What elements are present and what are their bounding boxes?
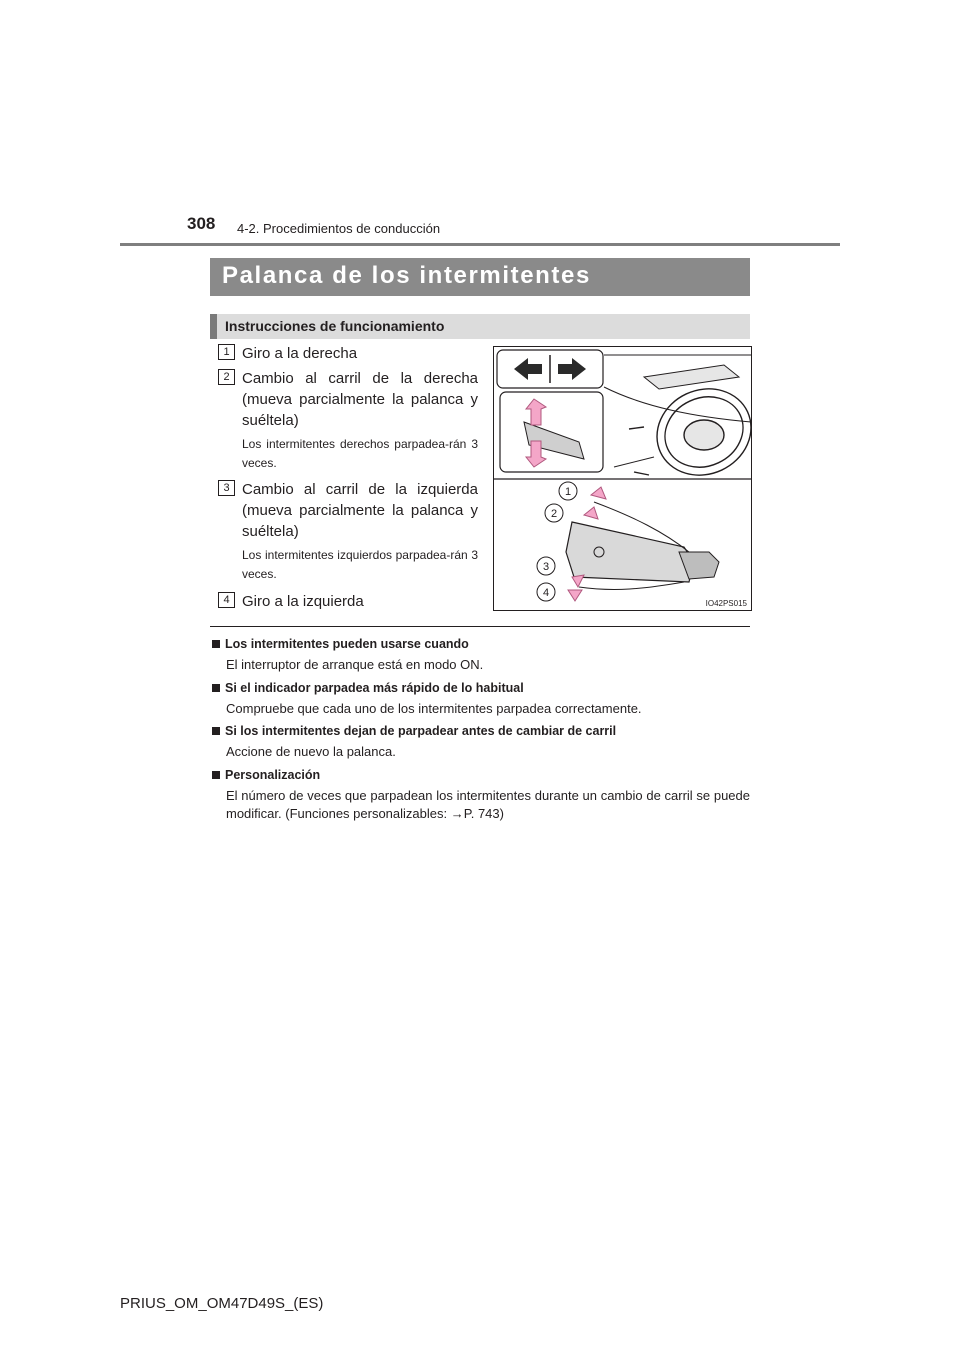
subheading-accent bbox=[210, 314, 217, 339]
page-number: 308 bbox=[187, 214, 216, 233]
callout-1: 1 bbox=[564, 486, 572, 498]
arrow-3-icon bbox=[572, 575, 584, 587]
note-2-body: Compruebe que cada uno de los intermitentes parpadea correctamente. bbox=[226, 701, 642, 716]
illustration-drawing bbox=[494, 347, 751, 610]
note-1-body: El interruptor de arranque está en modo ON. bbox=[226, 657, 484, 672]
step-2-note: Los intermitentes derechos parpadea-rán 3 veces. bbox=[242, 437, 478, 470]
step-1-text: Giro a la derecha bbox=[242, 345, 358, 362]
step-3-note: Los intermitentes izquierdos parpadea-rán 3 veces. bbox=[242, 548, 478, 581]
step-badge-4: 4 bbox=[218, 592, 235, 608]
title-bar bbox=[210, 258, 750, 296]
note-3-heading: Si los intermitentes dejan de parpadear antes de cambiar de carril bbox=[212, 724, 616, 738]
note-2-heading: Si el indicador parpadea más rápido de lo habitual bbox=[212, 681, 524, 695]
callout-4: 4 bbox=[542, 587, 550, 599]
bullet-square-icon bbox=[212, 684, 220, 692]
section-divider bbox=[210, 626, 750, 627]
step-3-text: Cambio al carril de la izquierda (mueva parcialmente la palanca y suéltela) bbox=[242, 481, 478, 540]
footer-code: PRIUS_OM_OM47D49S_(ES) bbox=[120, 1295, 324, 1312]
steering-wheel-drawing bbox=[629, 374, 751, 491]
note-4-body: El número de veces que parpadean los intermitentes durante un cambio de carril se puede modificar. (Funciones personalizables: →P. 743) bbox=[226, 788, 750, 821]
lever-drawing bbox=[537, 482, 719, 601]
step-badge-1: 1 bbox=[218, 344, 235, 360]
step-4-text: Giro a la izquierda bbox=[242, 593, 364, 610]
arrow-1-icon bbox=[591, 487, 606, 499]
arrow-2-icon bbox=[584, 507, 598, 519]
step-2-text: Cambio al carril de la derecha (mueva parcialmente la palanca y suéltela) bbox=[242, 370, 478, 429]
section-label: 4-2. Procedimientos de conducción bbox=[237, 221, 441, 236]
note-1-heading: Los intermitentes pueden usarse cuando bbox=[212, 637, 469, 651]
illustration-code: IO42PS015 bbox=[705, 599, 747, 608]
dashboard-drawing bbox=[604, 355, 751, 467]
callout-3: 3 bbox=[542, 561, 550, 573]
step-badge-3: 3 bbox=[218, 480, 235, 496]
step-badge-2: 2 bbox=[218, 369, 235, 385]
header-divider bbox=[120, 243, 840, 246]
subheading-text: Instrucciones de funcionamiento bbox=[225, 318, 445, 334]
callout-2: 2 bbox=[550, 508, 558, 520]
direction-arrows-panel bbox=[497, 350, 603, 388]
note-4-heading: Personalización bbox=[212, 768, 320, 782]
turn-signal-illustration bbox=[493, 346, 752, 611]
note-3-body: Accione de nuevo la palanca. bbox=[226, 744, 396, 759]
bullet-square-icon bbox=[212, 640, 220, 648]
bullet-square-icon bbox=[212, 727, 220, 735]
arrow-4-icon bbox=[568, 590, 582, 601]
page-title: Palanca de los intermitentes bbox=[222, 262, 591, 289]
lever-inset bbox=[500, 392, 603, 472]
bullet-square-icon bbox=[212, 771, 220, 779]
subheading-bar bbox=[210, 314, 750, 339]
